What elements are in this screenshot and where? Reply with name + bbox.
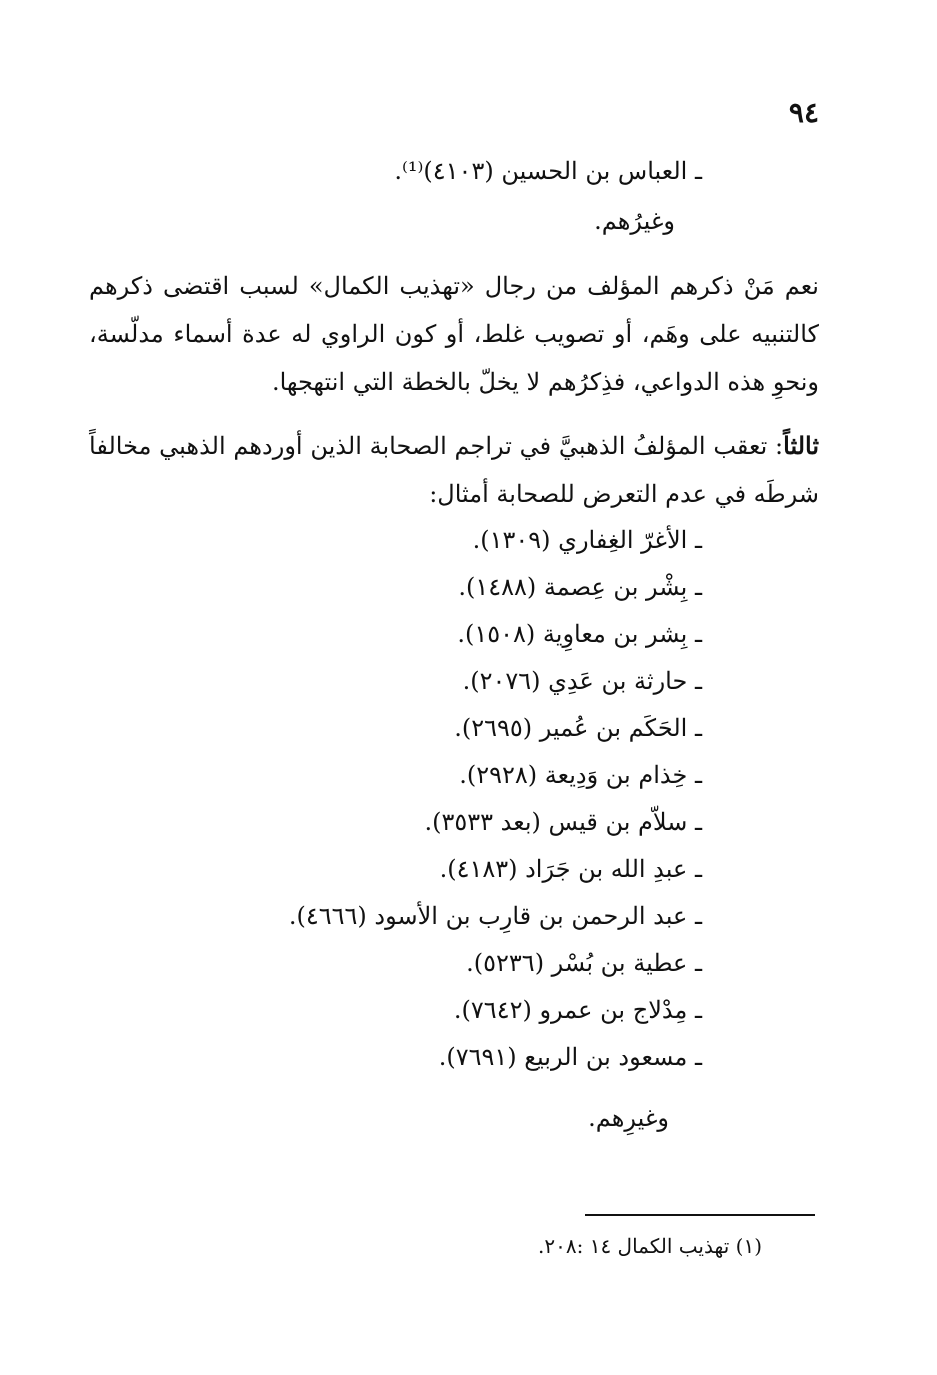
list-item: ـ خِذام بن وَدِيعة (٢٩٢٨). <box>459 761 702 789</box>
paragraph-2 <box>89 422 819 518</box>
list-item: ـ سلاّم بن قيس (بعد ٣٥٣٣). <box>424 808 702 836</box>
list-item: ـ عطية بن بُسْر (٥٢٣٦). <box>466 949 702 977</box>
paragraph-2-label: ثالثاً <box>783 431 819 460</box>
list-item: ـ مسعود بن الربيع (٧٦٩١). <box>438 1043 702 1071</box>
list-item: ـ عبد الرحمن بن قارِب بن الأسود (٤٦٦٦). <box>288 902 702 930</box>
list-item: ـ الحَكَم بن عُمير (٢٦٩٥). <box>454 714 702 742</box>
intro-item: ـ العباس بن الحسين (٤١٠٣)⁽¹⁾. <box>394 157 702 185</box>
page-number: ٩٤ <box>788 96 819 129</box>
list-item: ـ مِدْلاج بن عمرو (٧٦٤٢). <box>453 996 702 1024</box>
list-item: ـ بِشر بن معاوِية (١٥٠٨). <box>457 620 702 648</box>
list-item: ـ بِشْر بن عِصمة (١٤٨٨). <box>458 573 702 601</box>
list-item: ـ الأغرّ الغِفاري (١٣٠٩). <box>472 526 702 554</box>
paragraph-1: نعم مَنْ ذكرهم المؤلف من رجال «تهذيب الكمال» لسبب اقتضى ذكرهم كالتنبيه على وهَم، أو تصويب غلط، أو كون الراوي له عدة أسماء مدلّسة، ونحوِ هذه الدواعي، فذِكرُهم لا يخلّ بالخطة التي انتهجها. <box>89 272 819 396</box>
list-item: ـ عبدِ الله بن جَرَاد (٤١٨٣). <box>439 855 702 883</box>
list-item: ـ حارثة بن عَدِي (٢٠٧٦). <box>462 667 702 695</box>
footnote: (١) تهذيب الكمال ١٤ :٢٠٨. <box>538 1234 762 1258</box>
intro-closing: وغيرُهم. <box>594 207 675 235</box>
closing-text: وغيرِهم. <box>588 1104 669 1132</box>
paragraph-2-text: : تعقب المؤلفُ الذهبيَّ في تراجم الصحابة الذين أوردهم الذهبي مخالفاً شرطَه في عدم التعرض للصحابة أمثال: <box>89 432 819 508</box>
footnote-divider <box>585 1214 815 1216</box>
